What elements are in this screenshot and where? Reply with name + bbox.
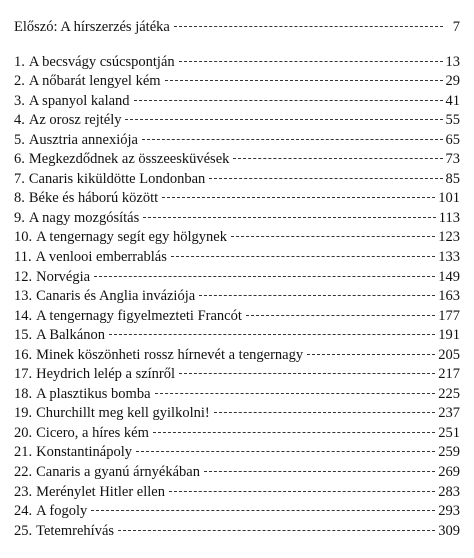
toc-preface-page: 7	[452, 19, 460, 35]
dot-leader	[171, 255, 435, 257]
toc-chapter-title: A Balkánon	[36, 327, 105, 344]
toc-chapter-page: 85	[445, 170, 460, 187]
dot-leader	[209, 177, 442, 179]
toc-chapter-title: A fogoly	[36, 503, 88, 520]
toc-chapter-page: 55	[445, 112, 460, 129]
toc-chapter-number: 13.	[14, 288, 33, 305]
toc-chapter-number: 22.	[14, 464, 33, 481]
toc-chapter-number: 11.	[14, 249, 32, 266]
toc-chapter-page: 191	[438, 327, 460, 344]
toc-chapter-number: 24.	[14, 503, 33, 520]
toc-chapter-entry	[14, 170, 460, 190]
toc-chapter-title: Az orosz rejtély	[28, 112, 122, 129]
toc-chapter-entry	[14, 424, 460, 444]
toc-chapter-title: Béke és háború között	[28, 190, 159, 207]
toc-chapter-entry	[14, 326, 460, 346]
toc-chapter-entry	[14, 483, 460, 503]
toc-chapter-title: Ausztria annexiója	[28, 131, 138, 148]
toc-chapter-page: 123	[438, 229, 460, 246]
toc-chapter-number: 10.	[14, 229, 33, 246]
toc-chapter-entry	[14, 131, 460, 151]
toc-chapter-entry	[14, 53, 460, 73]
toc-chapter-number: 25.	[14, 522, 33, 539]
dot-leader	[162, 196, 435, 198]
dot-leader	[174, 25, 443, 27]
toc-chapter-entry	[14, 72, 460, 92]
dot-leader	[143, 216, 436, 218]
toc-chapter-page: 149	[438, 268, 460, 285]
toc-chapter-number: 5.	[14, 131, 25, 148]
toc-chapter-entry	[14, 209, 460, 229]
dot-leader	[165, 79, 443, 81]
toc-chapter-number: 7.	[14, 170, 25, 187]
toc-chapter-entry	[14, 287, 460, 307]
toc-chapter-title: Tetemrehívás	[36, 522, 115, 539]
toc-chapter-entry	[14, 228, 460, 248]
toc-chapter-entry	[14, 92, 460, 112]
dot-leader	[109, 333, 435, 335]
toc-chapter-title: Konstantinápoly	[36, 444, 132, 461]
toc-chapter-title: Cicero, a híres kém	[36, 424, 149, 441]
toc-chapter-entry	[14, 150, 460, 170]
toc-chapter-page: 41	[445, 92, 460, 109]
toc-chapter-page: 205	[438, 346, 460, 363]
toc-chapter-page: 73	[445, 151, 460, 168]
toc-chapter-number: 4.	[14, 112, 25, 129]
toc-chapter-title: A nagy mozgósítás	[28, 209, 140, 226]
dot-leader	[134, 99, 443, 101]
toc-chapter-page: 133	[438, 249, 460, 266]
dot-leader	[199, 294, 435, 296]
toc-chapter-number: 20.	[14, 424, 33, 441]
toc-chapter-title: A nőbarát lengyel kém	[28, 73, 161, 90]
toc-chapter-page: 251	[438, 424, 460, 441]
toc-chapter-entry	[14, 502, 460, 522]
toc-chapter-page: 65	[445, 131, 460, 148]
toc-chapter-number: 18.	[14, 385, 33, 402]
toc-chapter-page: 293	[438, 503, 460, 520]
toc-chapter-title: Canaris a gyanú árnyékában	[36, 464, 200, 481]
toc-chapter-title: Merénylet Hitler ellen	[36, 483, 165, 500]
dot-leader	[142, 138, 443, 140]
toc-chapter-entry	[14, 443, 460, 463]
dot-leader	[179, 372, 435, 374]
toc-chapter-page: 225	[438, 385, 460, 402]
toc-chapter-entry	[14, 189, 460, 209]
toc-chapter-entry	[14, 111, 460, 131]
toc-chapter-entry	[14, 404, 460, 424]
toc-chapter-title: A venlooi emberrablás	[35, 249, 167, 266]
dot-leader	[204, 470, 435, 472]
dot-leader	[246, 314, 435, 316]
toc-chapter-list	[14, 53, 460, 542]
toc-chapter-number: 16.	[14, 346, 33, 363]
toc-chapter-number: 15.	[14, 327, 33, 344]
toc-chapter-number: 23.	[14, 483, 33, 500]
toc-chapter-title: A becsvágy csúcspontján	[28, 53, 175, 70]
toc-chapter-number: 19.	[14, 405, 33, 422]
dot-leader	[169, 490, 435, 492]
toc-chapter-entry	[14, 248, 460, 268]
toc-chapter-title: A spanyol kaland	[28, 92, 130, 109]
toc-chapter-number: 1.	[14, 53, 25, 70]
toc-chapter-page: 217	[438, 366, 460, 383]
dot-leader	[179, 60, 443, 62]
toc-chapter-entry	[14, 346, 460, 366]
toc-chapter-entry	[14, 522, 460, 542]
dot-leader	[214, 411, 436, 413]
toc-preface-title: Előszó: A hírszerzés játéka	[14, 19, 170, 35]
toc-chapter-page: 283	[438, 483, 460, 500]
toc-chapter-number: 17.	[14, 366, 33, 383]
toc-chapter-page: 13	[445, 53, 460, 70]
toc-chapter-page: 177	[438, 307, 460, 324]
toc-chapter-entry	[14, 385, 460, 405]
toc-chapter-number: 12.	[14, 268, 33, 285]
toc-chapter-title: A tengernagy figyelmezteti Francót	[36, 307, 242, 324]
toc-chapter-page: 113	[438, 209, 460, 226]
toc-chapter-title: Churchillt meg kell gyilkolni!	[36, 405, 210, 422]
toc-chapter-title: Minek köszönheti rossz hírnevét a tengernagy	[36, 346, 304, 363]
toc-chapter-number: 21.	[14, 444, 33, 461]
dot-leader	[231, 235, 435, 237]
toc-chapter-number: 6.	[14, 151, 25, 168]
table-of-contents	[14, 18, 460, 541]
toc-chapter-entry	[14, 268, 460, 288]
dot-leader	[233, 157, 442, 159]
toc-chapter-title: Heydrich lelép a színről	[36, 366, 176, 383]
toc-chapter-number: 9.	[14, 209, 25, 226]
toc-chapter-page: 259	[438, 444, 460, 461]
toc-chapter-page: 29	[445, 73, 460, 90]
dot-leader	[125, 118, 442, 120]
toc-chapter-page: 269	[438, 464, 460, 481]
dot-leader	[307, 353, 435, 355]
toc-chapter-title: Canaris kiküldötte Londonban	[28, 170, 206, 187]
toc-chapter-title: A plasztikus bomba	[36, 385, 151, 402]
toc-chapter-entry	[14, 307, 460, 327]
dot-leader	[155, 392, 436, 394]
toc-chapter-entry	[14, 463, 460, 483]
dot-leader	[136, 450, 435, 452]
toc-chapter-number: 8.	[14, 190, 25, 207]
toc-chapter-title: Megkezdődnek az összeesküvések	[28, 151, 230, 168]
dot-leader	[118, 529, 435, 531]
toc-chapter-title: A tengernagy segít egy hölgynek	[36, 229, 227, 246]
toc-chapter-title: Canaris és Anglia inváziója	[36, 288, 196, 305]
toc-chapter-number: 3.	[14, 92, 25, 109]
dot-leader	[94, 275, 435, 277]
dot-leader	[153, 431, 435, 433]
dot-leader	[91, 509, 435, 511]
toc-chapter-page: 309	[438, 522, 460, 539]
toc-chapter-page: 237	[438, 405, 460, 422]
toc-preface-entry	[14, 18, 460, 38]
toc-chapter-page: 163	[438, 288, 460, 305]
toc-chapter-number: 2.	[14, 73, 25, 90]
toc-chapter-title: Norvégia	[36, 268, 91, 285]
toc-chapter-entry	[14, 365, 460, 385]
toc-chapter-number: 14.	[14, 307, 33, 324]
toc-chapter-page: 101	[438, 190, 460, 207]
